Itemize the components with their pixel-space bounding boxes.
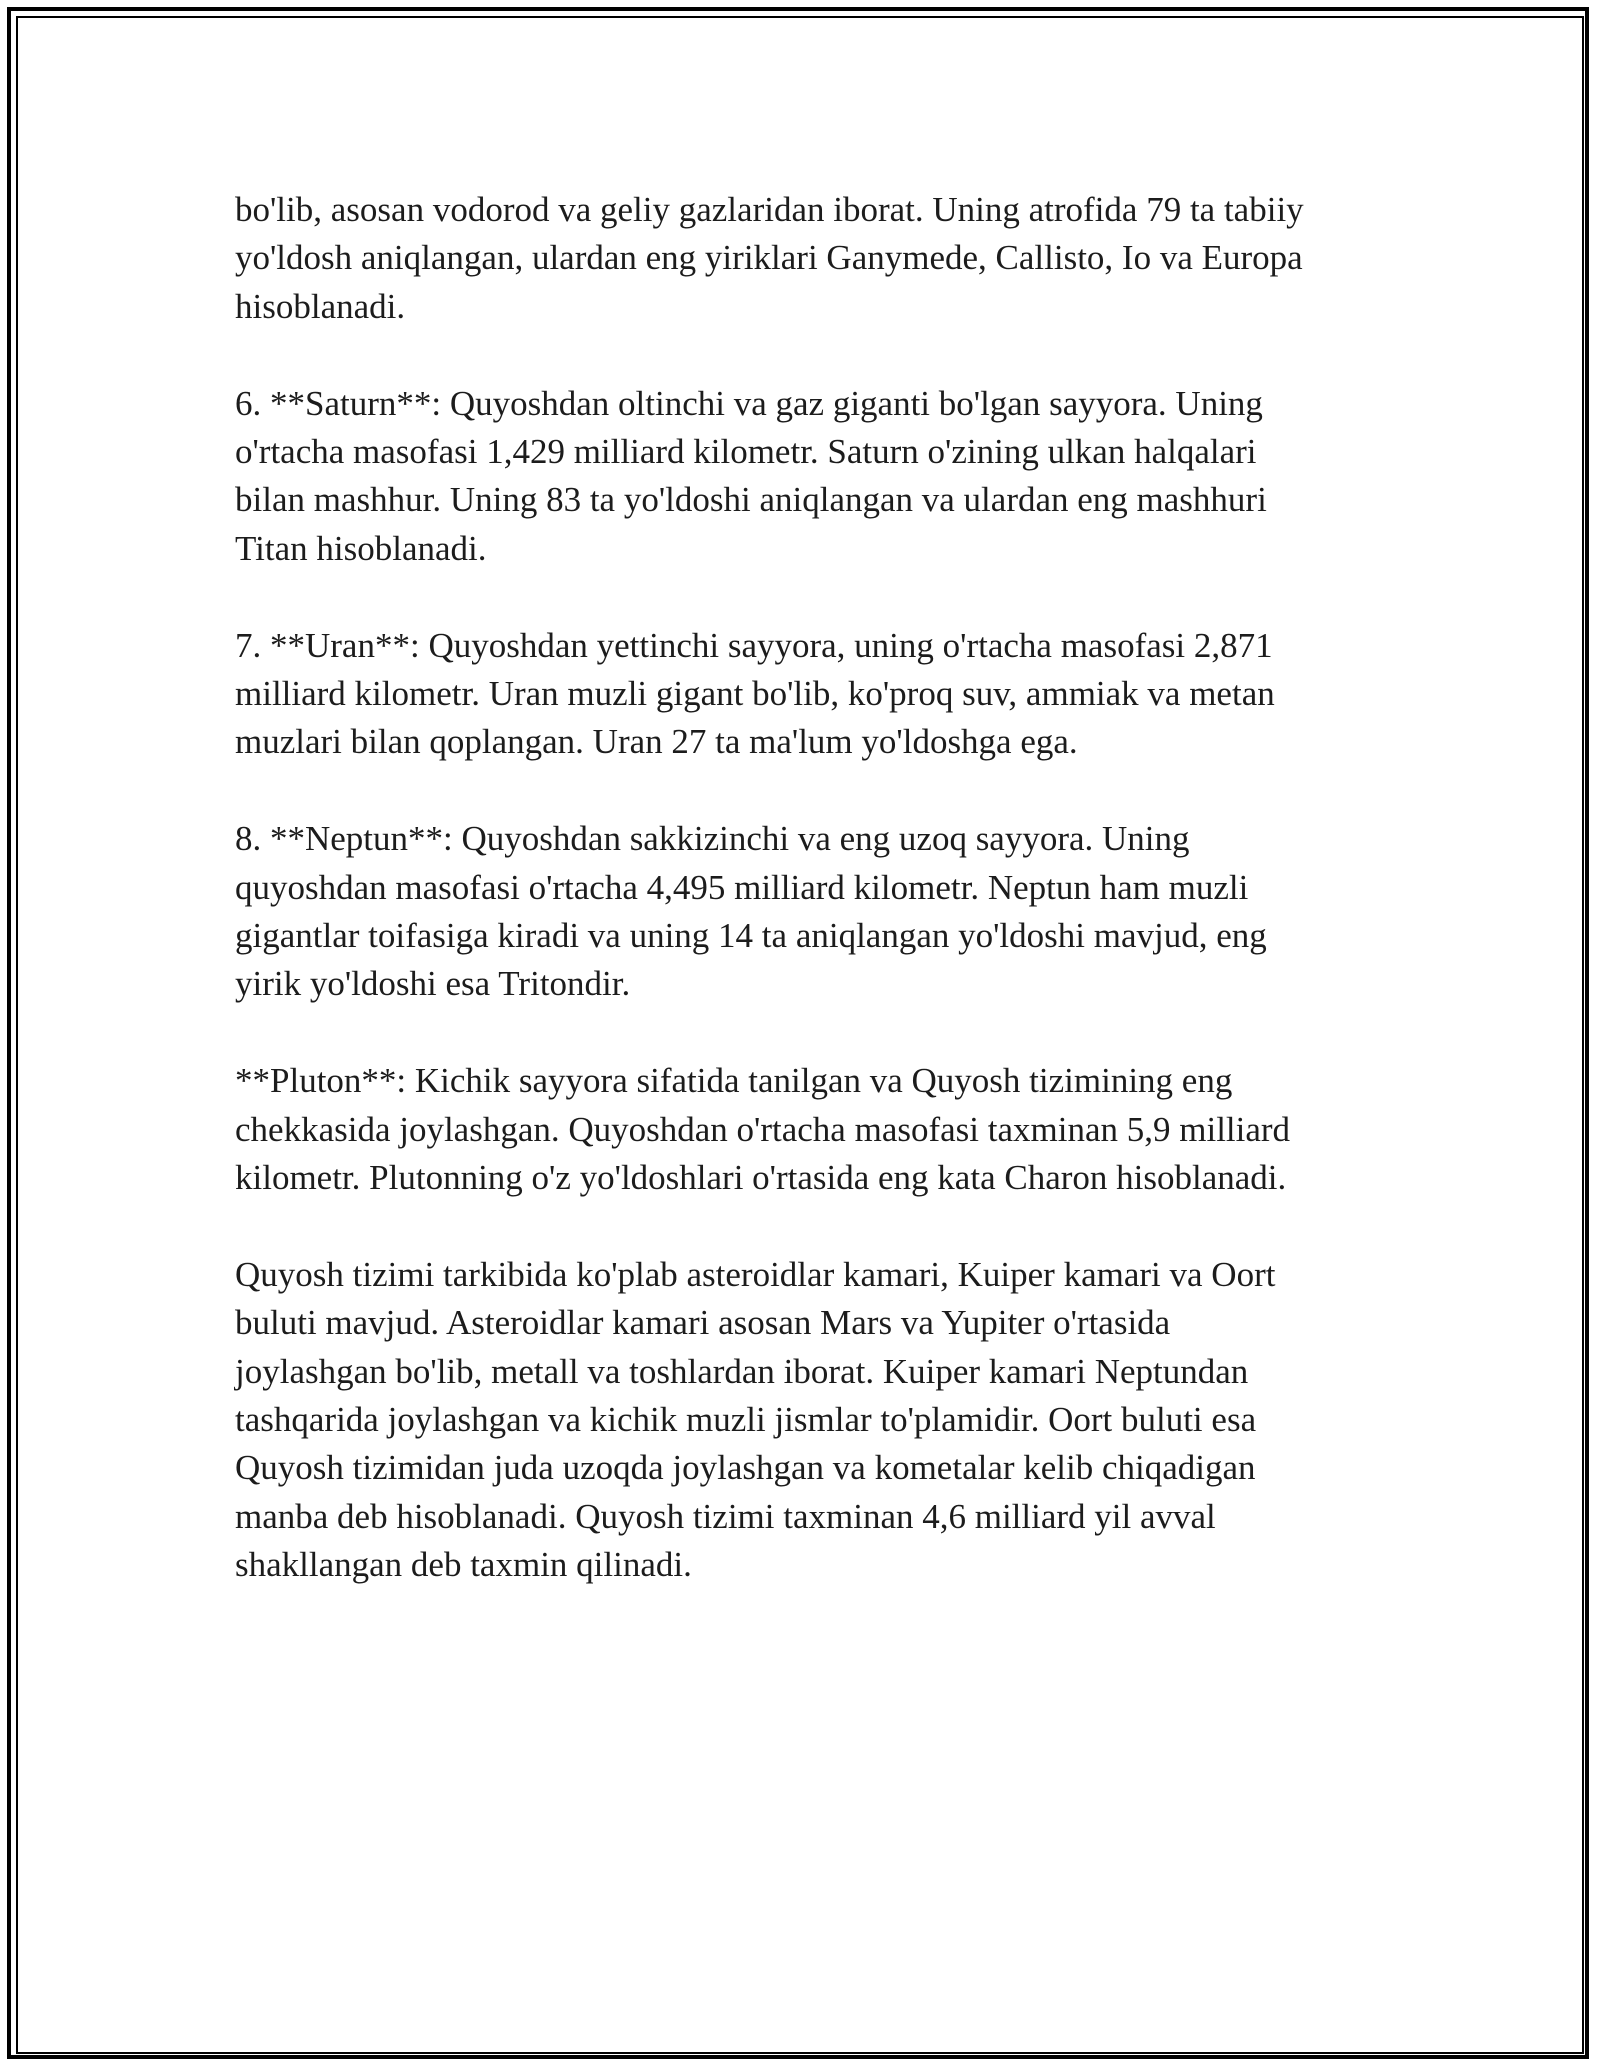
document-body bbox=[235, 186, 1410, 1638]
paragraph-jupiter-continued: bo'lib, asosan vodorod va geliy gazlaridan iborat. Uning atrofida 79 ta tabiiy yo'ldosh aniqlangan, ulardan eng yiriklari Ganymede, Callisto, Io va Europa hisoblanadi. bbox=[235, 190, 1304, 326]
paragraph-uranus: 7. **Uran**: Quyoshdan yettinchi sayyora, uning o'rtacha masofasi 2,871 milliard kilometr. Uran muzli gigant bo'lib, ko'proq suv, ammiak va metan muzlari bilan qoplangan. Uran 27 ta ma'lum yo'ldoshga ega. bbox=[235, 625, 1275, 762]
paragraph-neptune: 8. **Neptun**: Quyoshdan sakkizinchi va eng uzoq sayyora. Uning quyoshdan masofasi o'rtacha 4,495 milliard kilometr. Neptun ham muzli gigantlar toifasiga kiradi va uning 14 ta aniqlangan yo'ldoshi mavjud, eng yirik yo'ldoshi esa Tritondir. bbox=[235, 819, 1267, 1004]
paragraph-pluto: **Pluton**: Kichik sayyora sifatida tanilgan va Quyosh tizimining eng chekkasida joylashgan. Quyoshdan o'rtacha masofasi taxminan 5,9 milliard kilometr. Plutonning o'z yo'ldoshlari o'rtasida eng kata Charon hisoblanadi. bbox=[235, 1061, 1291, 1198]
paragraph-saturn: 6. **Saturn**: Quyoshdan oltinchi va gaz giganti bo'lgan sayyora. Uning o'rtacha masofasi 1,429 milliard kilometr. Saturn o'zining ulkan halqalari bilan mashhur. Uning 83 ta yo'ldoshi aniqlangan va ulardan eng mashhuri Titan hisoblanadi. bbox=[235, 383, 1267, 568]
paragraph-belts-and-clouds: Quyosh tizimi tarkibida ko'plab asteroidlar kamari, Kuiper kamari va Oort buluti mavjud. Asteroidlar kamari asosan Mars va Yupiter o'rtasida joylashgan bo'lib, metall va toshlardan iborat. Kuiper kamari Neptundan tashqarida joylashgan va kichik muzli jismlar to'plamidir. Oort buluti esa Quyosh tizimidan juda uzoqda joylashgan va kometalar kelib chiqadigan manba deb hisoblanadi. Quyosh tizimi taxminan 4,6 milliard yil avval shakllangan deb taxmin qilinadi. bbox=[235, 1254, 1276, 1585]
